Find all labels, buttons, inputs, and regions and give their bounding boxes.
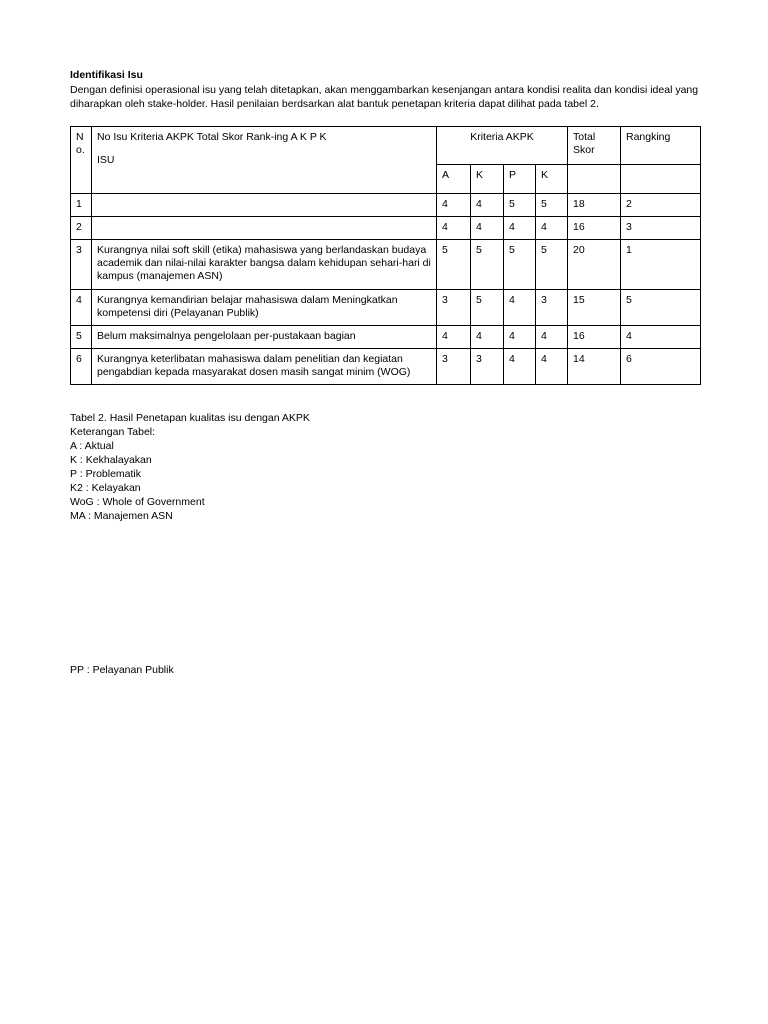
legend-item: K2 : Kelayakan xyxy=(70,482,141,494)
cell-total: 14 xyxy=(568,349,621,385)
cell-no: 3 xyxy=(71,240,92,290)
header-total: Total Skor xyxy=(568,127,621,165)
cell-p: 4 xyxy=(504,349,536,385)
cell-rank: 2 xyxy=(621,194,701,217)
cell-isu xyxy=(92,217,437,240)
cell-a: 4 xyxy=(437,194,471,217)
cell-total: 20 xyxy=(568,240,621,290)
cell-k2: 4 xyxy=(536,217,568,240)
cell-k2: 4 xyxy=(536,349,568,385)
cell-isu: Kurangnya nilai soft skill (etika) mahasiswa yang berlandaskan budaya academik dan nilai-nilai karakter bangsa dalam kehidupan sehari-hari di kampus (manajemen ASN) xyxy=(92,240,437,290)
cell-a: 3 xyxy=(437,349,471,385)
table-notes xyxy=(70,411,310,523)
cell-no: 1 xyxy=(71,194,92,217)
cell-k: 5 xyxy=(471,290,504,326)
legend-title: Keterangan Tabel: xyxy=(70,426,156,438)
cell-total: 18 xyxy=(568,194,621,217)
cell-no: 6 xyxy=(71,349,92,385)
cell-no: 5 xyxy=(71,326,92,349)
cell-a: 3 xyxy=(437,290,471,326)
cell-k2: 4 xyxy=(536,326,568,349)
header-sub-a: A xyxy=(437,165,471,194)
cell-rank: 5 xyxy=(621,290,701,326)
header-isu-top: No Isu Kriteria AKPK Total Skor Rank-ing A K P K xyxy=(97,131,327,143)
legend-item: P : Problematik xyxy=(70,468,142,480)
header-kriteria: Kriteria AKPK xyxy=(437,127,568,165)
cell-k: 4 xyxy=(471,194,504,217)
header-rangking: Rangking xyxy=(621,127,701,165)
header-total-empty xyxy=(568,165,621,194)
table-row xyxy=(71,290,701,326)
cell-isu: Kurangnya kemandirian belajar mahasiswa dalam Meningkatkan kompetensi diri (Pelayanan Publik) xyxy=(92,290,437,326)
issue-table xyxy=(70,126,701,385)
cell-rank: 4 xyxy=(621,326,701,349)
cell-rank: 1 xyxy=(621,240,701,290)
cell-k: 5 xyxy=(471,240,504,290)
section-heading: Identifikasi Isu xyxy=(70,69,143,81)
table-row xyxy=(71,217,701,240)
legend-item-pp: PP : Pelayanan Publik xyxy=(70,664,174,676)
legend-item: WoG : Whole of Government xyxy=(70,496,205,508)
legend-item: A : Aktual xyxy=(70,440,114,452)
cell-k2: 5 xyxy=(536,240,568,290)
cell-isu: Kurangnya keterlibatan mahasiswa dalam penelitian dan kegiatan pengabdian kepada masyarakat dosen masih sangat minim (WOG) xyxy=(92,349,437,385)
intro-paragraph: Dengan definisi operasional isu yang telah ditetapkan, akan menggambarkan kesenjangan antara kondisi realita dan kondisi ideal yang diharapkan oleh stake-holder. Hasil penilaian berdsarkan alat bantuk penetapan kriteria dapat dilihat pada tabel 2. xyxy=(70,84,699,110)
cell-p: 4 xyxy=(504,217,536,240)
cell-p: 4 xyxy=(504,290,536,326)
table-row xyxy=(71,326,701,349)
cell-p: 5 xyxy=(504,240,536,290)
header-sub-p: P xyxy=(504,165,536,194)
cell-total: 16 xyxy=(568,326,621,349)
cell-rank: 6 xyxy=(621,349,701,385)
cell-rank: 3 xyxy=(621,217,701,240)
header-isu xyxy=(92,127,437,194)
cell-k: 3 xyxy=(471,349,504,385)
cell-no: 4 xyxy=(71,290,92,326)
header-isu-sub: ISU xyxy=(97,154,115,166)
table-row xyxy=(71,240,701,290)
legend-item: K : Kekhalayakan xyxy=(70,454,152,466)
cell-k: 4 xyxy=(471,217,504,240)
cell-k2: 5 xyxy=(536,194,568,217)
table-row xyxy=(71,349,701,385)
cell-total: 16 xyxy=(568,217,621,240)
cell-a: 4 xyxy=(437,217,471,240)
header-no: N o. xyxy=(71,127,92,194)
header-sub-k: K xyxy=(471,165,504,194)
cell-isu xyxy=(92,194,437,217)
cell-p: 5 xyxy=(504,194,536,217)
cell-isu: Belum maksimalnya pengelolaan per-pustakaan bagian xyxy=(92,326,437,349)
header-sub-k2: K xyxy=(536,165,568,194)
cell-a: 4 xyxy=(437,326,471,349)
table-row xyxy=(71,194,701,217)
cell-total: 15 xyxy=(568,290,621,326)
legend-item: MA : Manajemen ASN xyxy=(70,510,173,522)
cell-k2: 3 xyxy=(536,290,568,326)
cell-p: 4 xyxy=(504,326,536,349)
cell-a: 5 xyxy=(437,240,471,290)
header-rangking-empty xyxy=(621,165,701,194)
cell-no: 2 xyxy=(71,217,92,240)
table-caption: Tabel 2. Hasil Penetapan kualitas isu dengan AKPK xyxy=(70,412,310,424)
document-page xyxy=(70,69,700,676)
cell-k: 4 xyxy=(471,326,504,349)
